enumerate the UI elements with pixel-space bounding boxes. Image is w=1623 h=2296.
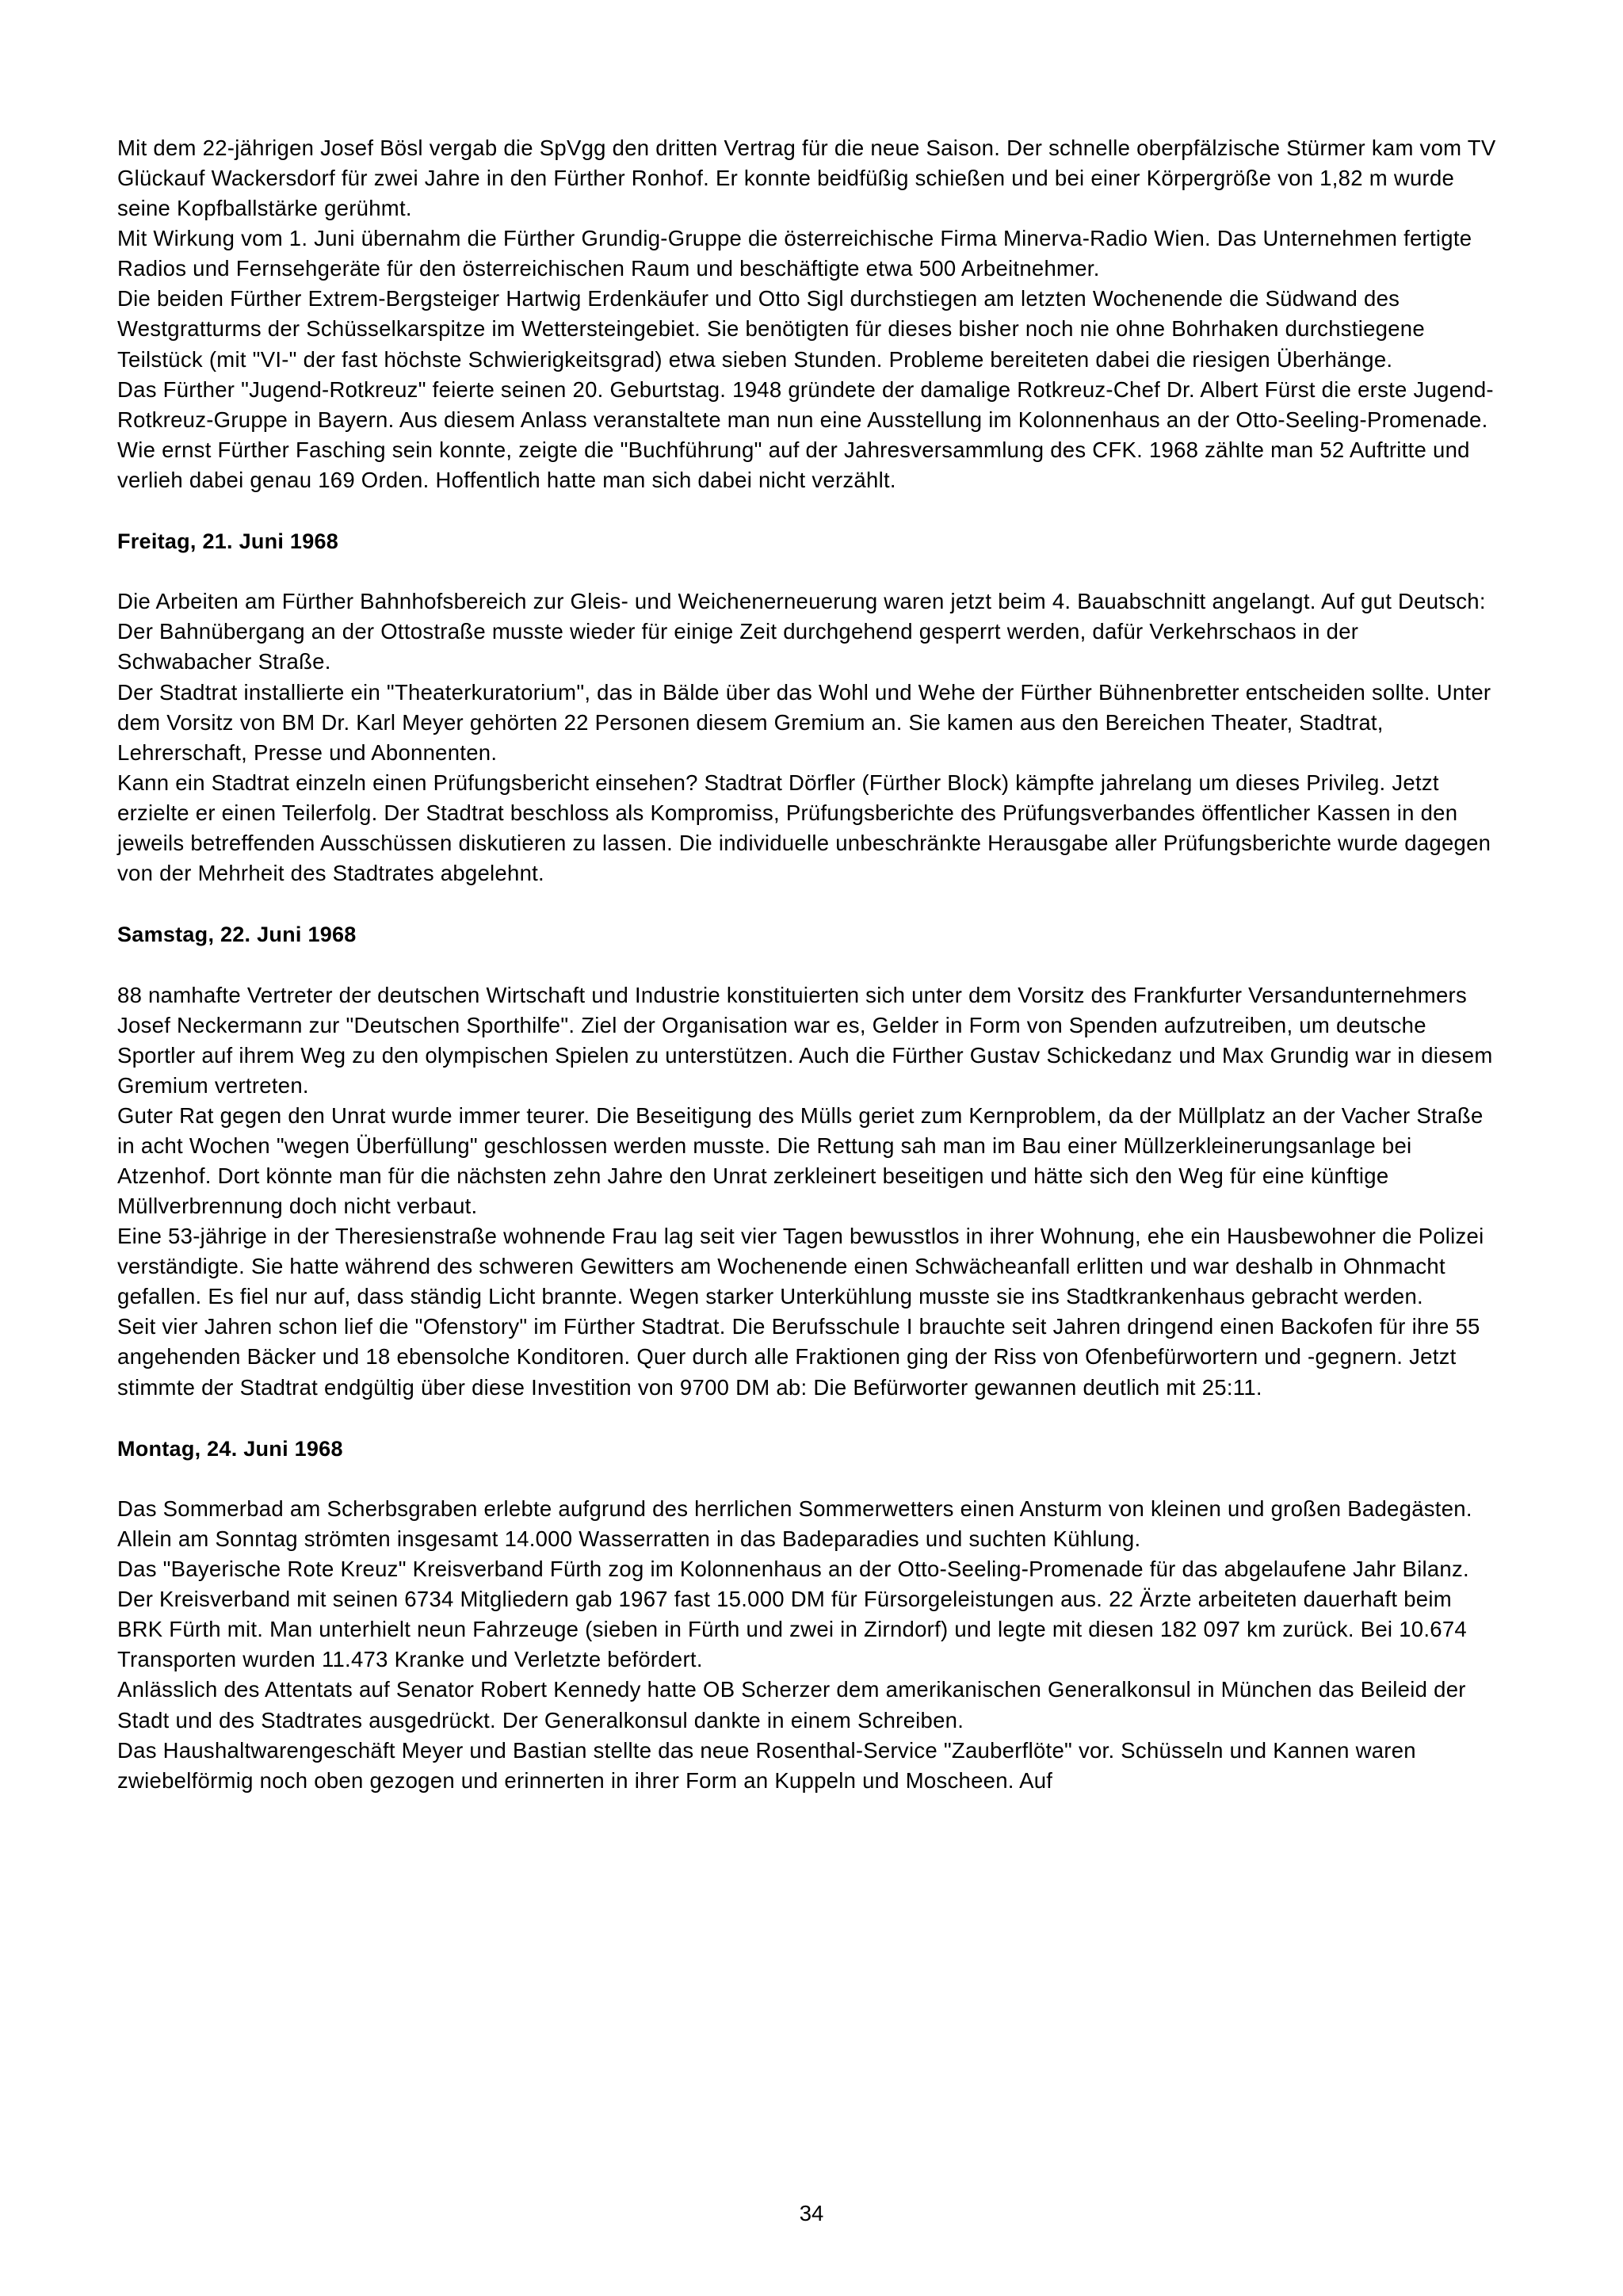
spacer (117, 556, 1496, 586)
paragraph: Der Stadtrat installierte ein "Theaterkuratorium", das in Bälde über das Wohl und Wehe der Fürther Bühnenbretter entscheiden sollte. Unter dem Vorsitz von BM Dr. Karl Meyer gehörten 22 Personen diesem Gremium an. Sie kamen aus den Bereichen Theater, Stadtrat, Lehrerschaft, Presse und Abonnenten. (117, 679, 1491, 765)
spacer (117, 1403, 1496, 1435)
paragraph: Eine 53-jährige in der Theresienstraße wohnende Frau lag seit vier Tagen bewusstlos in ihrer Wohnung, ehe ein Hausbewohner die Polizei verständigte. Sie hatte während des schweren Gewitters am Wochenende einen Schwächeanfall erlitten und war deshalb in Ohnmacht gefallen. Es fiel nur auf, dass ständig Licht brannte. Wegen starker Unterkühlung musste sie ins Stadtkrankenhaus gebracht werden. (117, 1224, 1484, 1309)
paragraph: Das Haushaltwarengeschäft Meyer und Bastian stellte das neue Rosenthal-Service "Zauberflöte" vor. Schüsseln und Kannen waren zwiebelförmig noch oben gezogen und erinnerten in ihrer Form an Kuppeln und Moscheen. Auf (117, 1737, 1416, 1793)
paragraph: Die Arbeiten am Fürther Bahnhofsbereich zur Gleis- und Weichenerneuerung waren jetzt beim 4. Bauabschnitt angelangt. Auf gut Deutsch: Der Bahnübergang an der Ottostraße musste wieder für einige Zeit durchgehend gesperrt werden, dafür Verkehrschaos in der Schwabacher Straße. (117, 589, 1486, 674)
paragraph: Mit dem 22-jährigen Josef Bösl vergab die SpVgg den dritten Vertrag für die neue Saison. Der schnelle oberpfälzische Stürmer kam vom TV Glückauf Wackersdorf für zwei Jahre in den Fürther Ronhof. Er konnte beidfüßig schießen und bei einer Körpergröße von 1,82 m wurde seine Kopfballstärke gerühmt. (117, 136, 1496, 221)
paragraph: Mit Wirkung vom 1. Juni übernahm die Fürther Grundig-Gruppe die österreichische Firma Minerva-Radio Wien. Das Unternehmen fertigte Radios und Fernsehgeräte für den österreichischen Raum und beschäftigte etwa 500 Arbeitnehmer. (117, 226, 1472, 281)
paragraph: 88 namhafte Vertreter der deutschen Wirtschaft und Industrie konstituierten sich unter dem Vorsitz des Frankfurter Versandunternehmers Josef Neckermann zur "Deutschen Sporthilfe". Ziel der Organisation war es, Gelder in Form von Spenden aufzutreiben, um deutsche Sportler auf ihrem Weg zu den olympischen Spielen zu unterstützen. Auch die Fürther Gustav Schickedanz und Max Grundig war in diesem Gremium vertreten. (117, 982, 1493, 1098)
paragraph: Das Fürther "Jugend-Rotkreuz" feierte seinen 20. Geburtstag. 1948 gründete der damalige Rotkreuz-Chef Dr. Albert Fürst die erste Jugend-Rotkreuz-Gruppe in Bayern. Aus diesem Anlass veranstaltete man nun eine Ausstellung im Kolonnenhaus an der Otto-Seeling-Promenade. (117, 376, 1494, 432)
spacer (117, 1464, 1496, 1494)
friday-block (117, 586, 1496, 888)
saturday-block (117, 980, 1496, 1403)
document-body (117, 133, 1496, 1796)
paragraph: Seit vier Jahren schon lief die "Ofenstory" im Fürther Stadtrat. Die Berufsschule I brauchte seit Jahren dringend einen Backofen für ihre 55 angehenden Bäcker und 18 ebensolche Konditoren. Quer durch alle Fraktionen ging der Riss von Ofenbefürwortern und -gegnern. Jetzt stimmte der Stadtrat endgültig über diese Investition von 9700 DM ab: Die Befürworter gewannen deutlich mit 25:11. (117, 1314, 1480, 1400)
date-heading-saturday: Samstag, 22. Juni 1968 (117, 923, 357, 947)
intro-block (117, 133, 1496, 495)
paragraph: Anlässlich des Attentats auf Senator Robert Kennedy hatte OB Scherzer dem amerikanischen Generalkonsul in München das Beileid der Stadt und des Stadtrates ausgedrückt. Der Generalkonsul dankte in einem Schreiben. (117, 1677, 1466, 1733)
monday-block (117, 1494, 1496, 1796)
paragraph: Wie ernst Fürther Fasching sein konnte, zeigte die "Buchführung" auf der Jahresversammlung des CFK. 1968 zählte man 52 Auftritte und verlieh dabei genau 169 Orden. Hoffentlich hatte man sich dabei nicht verzählt. (117, 437, 1470, 492)
paragraph: Das Sommerbad am Scherbsgraben erlebte aufgrund des herrlichen Sommerwetters einen Ansturm von kleinen und großen Badegästen. Allein am Sonntag strömten insgesamt 14.000 Wasserratten in das Badeparadies und suchten Kühlung. (117, 1496, 1472, 1552)
page-number: 34 (799, 2201, 824, 2225)
spacer (117, 888, 1496, 920)
date-heading-monday: Montag, 24. Juni 1968 (117, 1436, 343, 1461)
spacer (117, 495, 1496, 527)
paragraph: Die beiden Fürther Extrem-Bergsteiger Hartwig Erdenkäufer und Otto Sigl durchstiegen am letzten Wochenende die Südwand des Westgratturms der Schüsselkarspitze im Wettersteingebiet. Sie benötigten für dieses bisher noch nie ohne Bohrhaken durchstiegene Teilstück (mit "VI-" der fast höchste Schwierigkeitsgrad) etwa sieben Stunden. Probleme bereiteten dabei die riesigen Überhänge. (117, 286, 1425, 372)
paragraph: Das "Bayerische Rote Kreuz" Kreisverband Fürth zog im Kolonnenhaus an der Otto-Seeling-Promenade für das abgelaufene Jahr Bilanz. Der Kreisverband mit seinen 6734 Mitgliedern gab 1967 fast 15.000 DM für Fürsorgeleistungen aus. 22 Ärzte arbeiteten dauerhaft beim BRK Fürth mit. Man unterhielt neun Fahrzeuge (sieben in Fürth und zwei in Zirndorf) und legte mit diesen 182 097 km zurück. Bei 10.674 Transporten wurden 11.473 Kranke und Verletzte befördert. (117, 1557, 1469, 1672)
paragraph: Guter Rat gegen den Unrat wurde immer teurer. Die Beseitigung des Mülls geriet zum Kernproblem, da der Müllplatz an der Vacher Straße in acht Wochen "wegen Überfüllung" geschlossen werden musste. Die Rettung sah man im Bau einer Müllzerkleinerungsanlage bei Atzenhof. Dort könnte man für die nächsten zehn Jahre den Unrat zerkleinert beseitigen und hätte sich den Weg für eine künftige Müllverbrennung doch nicht verbaut. (117, 1102, 1484, 1219)
paragraph: Kann ein Stadtrat einzeln einen Prüfungsbericht einsehen? Stadtrat Dörfler (Fürther Block) kämpfte jahrelang um dieses Privileg. Jetzt erzielte er einen Teilerfolg. Der Stadtrat beschloss als Kompromiss, Prüfungsberichte des Prüfungsverbandes öffentlicher Kassen in den jeweils betreffenden Ausschüssen diskutieren zu lassen. Die individuelle unbeschränkte Herausgabe aller Prüfungsberichte wurde dagegen von der Mehrheit des Stadtrates abgelehnt. (117, 770, 1491, 886)
spacer (117, 950, 1496, 980)
date-heading-friday: Freitag, 21. Juni 1968 (117, 529, 339, 553)
